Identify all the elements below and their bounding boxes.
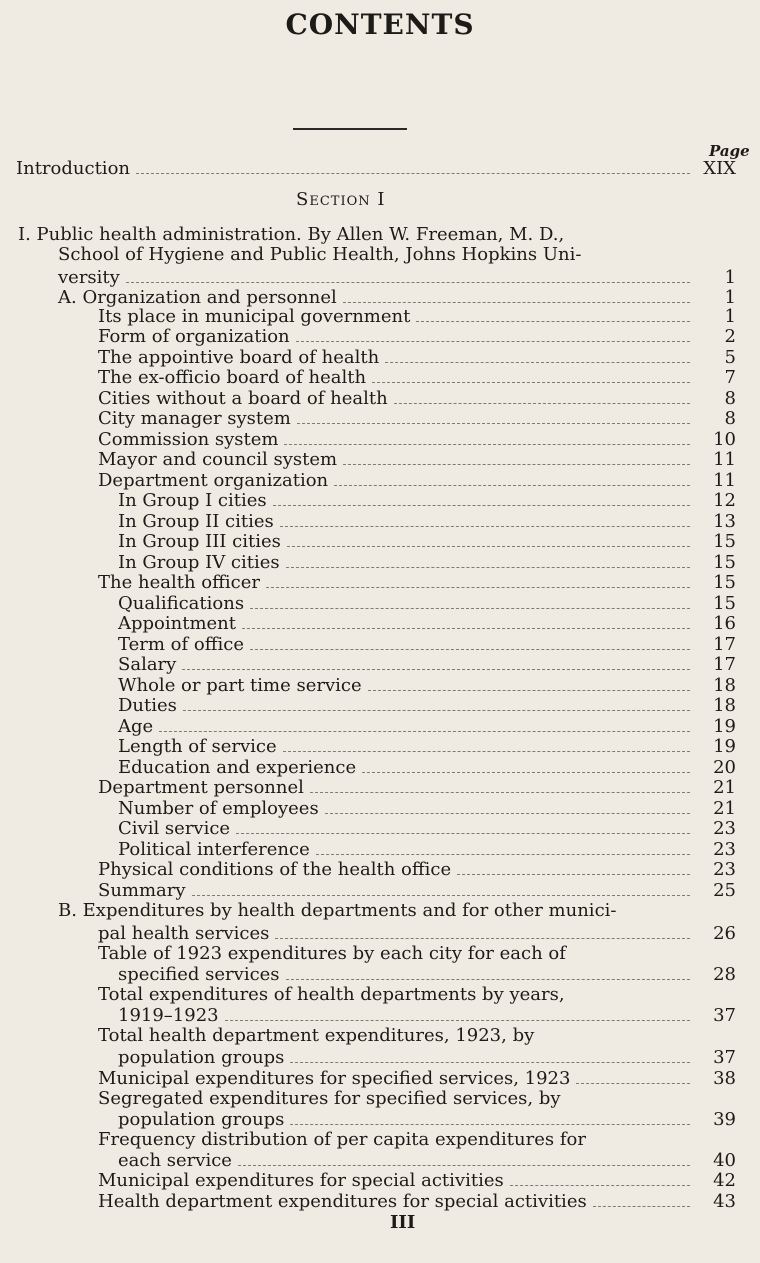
toc-leader — [250, 608, 690, 609]
toc-entry-text: The health officer — [98, 572, 260, 593]
toc-entry — [0, 899, 760, 923]
toc-entry-page: 38 — [713, 1068, 736, 1089]
toc-entry-text: population groups — [118, 1047, 285, 1068]
toc-leader — [297, 423, 690, 424]
toc-entry-text: Whole or part time service — [118, 675, 362, 696]
toc-entry-page: 40 — [713, 1150, 736, 1171]
toc-entry-page: 23 — [713, 839, 736, 860]
toc-leader — [242, 628, 690, 629]
toc-entry-text: Municipal expenditures for special activities — [98, 1170, 504, 1191]
toc-leader — [238, 1165, 690, 1166]
toc-entry-text: Department organization — [98, 470, 329, 491]
toc-leader — [286, 567, 690, 568]
toc-entry-text: City manager system — [98, 408, 291, 429]
toc-entry-page: 23 — [713, 818, 736, 839]
toc-entry-page: 37 — [713, 1005, 736, 1026]
toc-entry-text: In Group I cities — [118, 490, 267, 511]
toc-leader — [394, 403, 690, 404]
toc-leader — [296, 341, 690, 342]
toc-entry-page: 11 — [713, 449, 736, 470]
toc-entry-page: 42 — [713, 1170, 736, 1191]
toc-leader — [275, 938, 690, 939]
toc-leader — [416, 321, 690, 322]
toc-entry-text: A. Organization and personnel — [58, 287, 337, 308]
toc-leader — [310, 792, 690, 793]
toc-entry-text: School of Hygiene and Public Health, Johns Hopkins Uni- — [58, 244, 582, 265]
toc-entry-text: Mayor and council system — [98, 449, 338, 470]
toc-leader — [290, 1124, 690, 1125]
toc-entry-text: B. Expenditures by health departments and for other munici- — [58, 900, 617, 921]
toc-leader — [126, 282, 690, 283]
toc-entry-page: 28 — [713, 964, 736, 985]
toc-entry-page: 12 — [713, 490, 736, 511]
toc-leader — [225, 1020, 690, 1021]
toc-leader — [136, 173, 690, 174]
toc-leader — [325, 813, 690, 814]
toc-entry-page: 10 — [713, 429, 736, 450]
toc-entry-page: 1 — [724, 306, 736, 327]
toc-entry-page: 26 — [713, 923, 736, 944]
page-folio: III — [390, 1212, 416, 1233]
toc-leader — [183, 710, 690, 711]
toc-entry-text: Term of office — [118, 634, 244, 655]
toc-leader — [280, 526, 690, 527]
toc-entry-text: Civil service — [118, 818, 231, 839]
toc-entry-text: Education and experience — [118, 757, 357, 778]
toc-entry-text: pal health services — [98, 923, 270, 944]
toc-leader — [159, 731, 690, 732]
toc-entry-text: Physical conditions of the health office — [98, 859, 452, 880]
toc-leader — [250, 649, 690, 650]
toc-leader — [385, 362, 690, 363]
toc-entry-page: 1 — [724, 287, 736, 308]
toc-entry — [0, 1024, 760, 1048]
toc-entry-text: Commission system — [98, 429, 279, 450]
toc-entry-page: 18 — [713, 675, 736, 696]
toc-leader — [266, 587, 690, 588]
toc-entry-text: Form of organization — [98, 326, 290, 347]
toc-entry-text: population groups — [118, 1109, 285, 1130]
toc-entry — [0, 243, 760, 267]
toc-entry-text: versity — [58, 267, 120, 288]
toc-leader — [284, 444, 690, 445]
toc-entry-text: specified services — [118, 964, 280, 985]
section-heading: Section I — [296, 189, 386, 210]
toc-leader — [286, 979, 690, 980]
toc-entry-page: 1 — [724, 267, 736, 288]
toc-entry-text: In Group III cities — [118, 531, 281, 552]
toc-entry-page: 8 — [724, 408, 736, 429]
toc-entry-page: 18 — [713, 695, 736, 716]
toc-entry-text: Age — [118, 716, 154, 737]
toc-leader — [372, 382, 690, 383]
toc-leader — [236, 833, 690, 834]
toc-entry-text: Length of service — [118, 736, 277, 757]
toc-entry-text: Summary — [98, 880, 186, 901]
toc-entry-text: Political interference — [118, 839, 310, 860]
toc-entry-page: 17 — [713, 634, 736, 655]
toc-entry-page: 13 — [713, 511, 736, 532]
toc-entry-text: Health department expenditures for special activities — [98, 1191, 587, 1212]
toc-entry-text: Qualifications — [118, 593, 245, 614]
toc-entry-page: 15 — [713, 572, 736, 593]
toc-entry-text: In Group IV cities — [118, 552, 280, 573]
toc-leader — [343, 464, 690, 465]
toc-entry-text: each service — [118, 1150, 232, 1171]
toc-entry-text: Cities without a board of health — [98, 388, 388, 409]
toc-entry-page: 43 — [713, 1191, 736, 1212]
toc-leader — [362, 772, 690, 773]
toc-entry-page: 21 — [713, 777, 736, 798]
toc-leader — [593, 1206, 690, 1207]
toc-leader — [576, 1083, 690, 1084]
toc-entry-page: 25 — [713, 880, 736, 901]
toc-entry-page: 5 — [724, 347, 736, 368]
toc-leader — [192, 895, 690, 896]
toc-entry-page: 17 — [713, 654, 736, 675]
toc-entry-text: The appointive board of health — [98, 347, 380, 368]
toc-entry-text: Introduction — [16, 158, 130, 179]
toc-entry-text: Appointment — [118, 613, 237, 634]
toc-entry-text: The ex-officio board of health — [98, 367, 367, 388]
toc-entry-page: 15 — [713, 552, 736, 573]
toc-entry-text: Segregated expenditures for specified services, by — [98, 1088, 561, 1109]
toc-entry-page: 23 — [713, 859, 736, 880]
toc-leader — [368, 690, 690, 691]
toc-entry-page: 11 — [713, 470, 736, 491]
title-rule — [293, 128, 407, 130]
toc-leader — [273, 505, 690, 506]
toc-leader — [290, 1062, 690, 1063]
toc-entry-page: 7 — [724, 367, 736, 388]
toc-leader — [283, 751, 690, 752]
toc-entry-text: Department personnel — [98, 777, 304, 798]
toc-leader — [457, 874, 690, 875]
toc-entry-page: 39 — [713, 1109, 736, 1130]
toc-entry-page: 8 — [724, 388, 736, 409]
toc-entry-text: Municipal expenditures for specified services, 1923 — [98, 1068, 571, 1089]
toc-entry-text: I. Public health administration. By Allen W. Freeman, M. D., — [18, 224, 565, 245]
toc-entry-page: XIX — [703, 158, 736, 179]
toc-entry-text: Salary — [118, 654, 177, 675]
toc-entry-text: Total health department expenditures, 1923, by — [98, 1025, 535, 1046]
toc-entry — [0, 157, 760, 181]
toc-entry-text: 1919–1923 — [118, 1005, 219, 1026]
toc-entry — [0, 1190, 760, 1214]
toc-entry-page: 19 — [713, 716, 736, 737]
toc-entry-text: Its place in municipal government — [98, 306, 411, 327]
toc-entry-page: 15 — [713, 531, 736, 552]
toc-entry-text: In Group II cities — [118, 511, 274, 532]
toc-entry-page: 37 — [713, 1047, 736, 1068]
toc-leader — [334, 485, 690, 486]
toc-entry-text: Total expenditures of health departments by years, — [98, 984, 565, 1005]
toc-entry-text: Number of employees — [118, 798, 319, 819]
toc-leader — [510, 1185, 690, 1186]
toc-leader — [182, 669, 690, 670]
toc-leader — [287, 546, 690, 547]
toc-entry-page: 15 — [713, 593, 736, 614]
toc-entry-page: 2 — [724, 326, 736, 347]
page-title: CONTENTS — [285, 8, 475, 41]
page-column-label: Page — [709, 142, 750, 160]
toc-entry-page: 19 — [713, 736, 736, 757]
toc-entry-text: Frequency distribution of per capita expenditures for — [98, 1129, 586, 1150]
toc-entry-text: Table of 1923 expenditures by each city for each of — [98, 943, 566, 964]
toc-leader — [316, 854, 690, 855]
toc-entry-text: Duties — [118, 695, 177, 716]
toc-leader — [343, 302, 690, 303]
toc-entry-page: 16 — [713, 613, 736, 634]
toc-entry-page: 21 — [713, 798, 736, 819]
toc-entry-page: 20 — [713, 757, 736, 778]
